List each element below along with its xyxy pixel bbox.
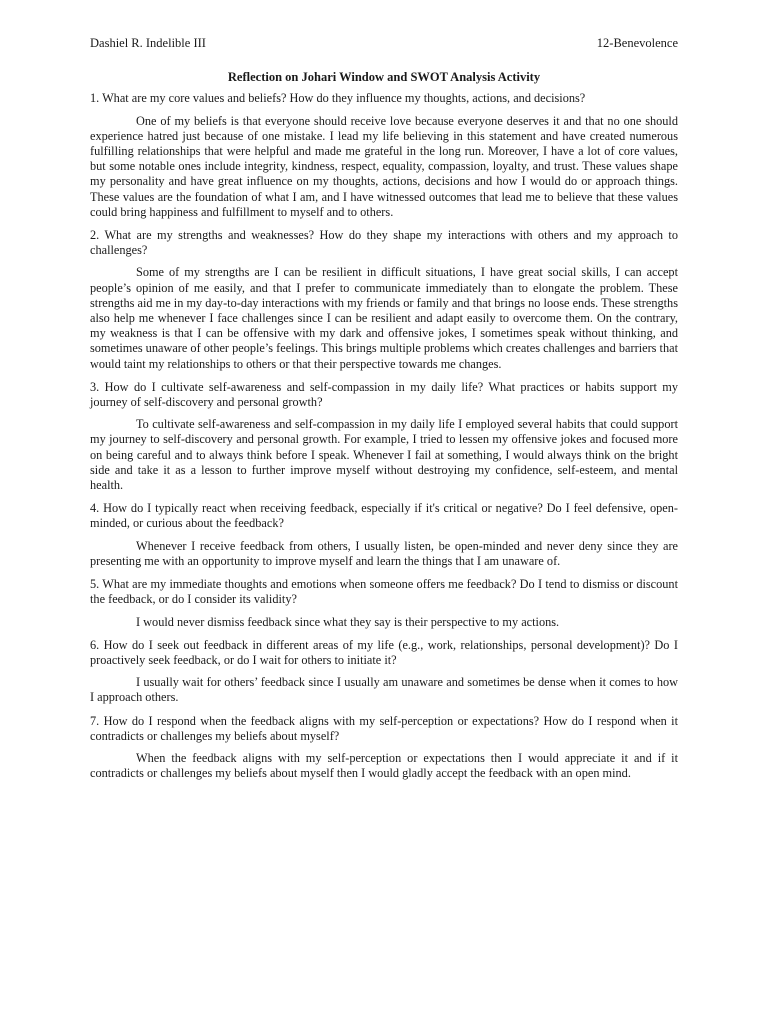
author-name: Dashiel R. Indelible III: [90, 36, 206, 50]
class-section: 12-Benevolence: [596, 36, 678, 50]
question-2: 2. What are my strengths and weaknesses? How do they shape my interactions with others and my approach to challenges?: [90, 228, 678, 258]
answer-6: I usually wait for others’ feedback since I usually am unaware and sometimes be dense when it comes to how I approach others.: [90, 675, 678, 705]
question-3: 3. How do I cultivate self-awareness and self-compassion in my daily life? What practices or habits support my journey of self-discovery and personal growth?: [90, 379, 678, 410]
question-1: 1. What are my core values and beliefs? How do they influence my thoughts, actions, and decisions?: [90, 91, 586, 106]
answer-4: Whenever I receive feedback from others, I usually listen, be open-minded and never deny since they are presenting me with an opportunity to improve myself and learn the things that I am unaware of.: [90, 538, 678, 568]
question-4: 4. How do I typically react when receiving feedback, especially if it's critical or negative? Do I feel defensive, open-minded, or curious about the feedback?: [90, 501, 678, 531]
answer-7: When the feedback aligns with my self-perception or expectations then I would appreciate it and if it contradicts or challenges my beliefs about myself then I would gladly accept the feedback with an open mind.: [90, 750, 678, 781]
answer-1: One of my beliefs is that everyone should receive love because everyone deserves it and that no one should experience hatred just because of one mistake. I lead my life believing in this statement and have created numerous fulfilling relationships that were helpful and made me grateful in the long run. Moreover, I have a lot of core values, but some notable ones include integrity, kindness, respect, equality, compassion, loyalty, and trust. These values shape my personality and have great influence on my thoughts, actions, decisions and how I would do or approach things. These values are the foundation of what I am, and I have witnessed outcomes that lead me to believe that these values could bring happiness and fulfillment to myself and to others.: [90, 113, 678, 219]
document-title: Reflection on Johari Window and SWOT Analysis Activity: [227, 70, 541, 85]
answer-2: Some of my strengths are I can be resilient in difficult situations, I have great social skills, I can accept people’s opinion of me easily, and that I prefer to communicate immediately than to elongate the problem. These strengths aid me in my day-to-day interactions with my friends or family and that brings no loose ends. These strengths also help me whenever I face challenges since I can be resilient and adapt easily to overcome them. On the contrary, my weakness is that I can be offensive with my dark and offensive jokes, I sometimes speak without thinking, and sometimes unaware of other people’s feelings. This brings multiple problems which creates challenges and barriers that would taint my relationships to others or that their perspective towards me changes.: [90, 265, 678, 371]
question-6: 6. How do I seek out feedback in different areas of my life (e.g., work, relationships, personal development)? Do I proactively seek feedback, or do I wait for others to initiate it?: [90, 637, 678, 667]
document-page: [90, 36, 678, 789]
answer-3: To cultivate self-awareness and self-compassion in my daily life I employed several habits that could support my journey to self-discovery and personal growth. For example, I tried to lessen my offensive jokes and focused more on being careful and to always think before I speak. Whenever I fail at something, I would always think on the bright side and take it as a lesson to further improve myself without destroying my confidence, self-esteem, and mental health.: [90, 417, 678, 493]
page-header: [90, 36, 678, 51]
answer-5: I would never dismiss feedback since what they say is their perspective to my actions.: [136, 614, 560, 629]
question-5: 5. What are my immediate thoughts and emotions when someone offers me feedback? Do I tend to dismiss or discount the feedback, or do I consider its validity?: [90, 577, 678, 607]
question-7: 7. How do I respond when the feedback aligns with my self-perception or expectations? How do I respond when it contradicts or challenges my beliefs about myself?: [90, 713, 678, 743]
